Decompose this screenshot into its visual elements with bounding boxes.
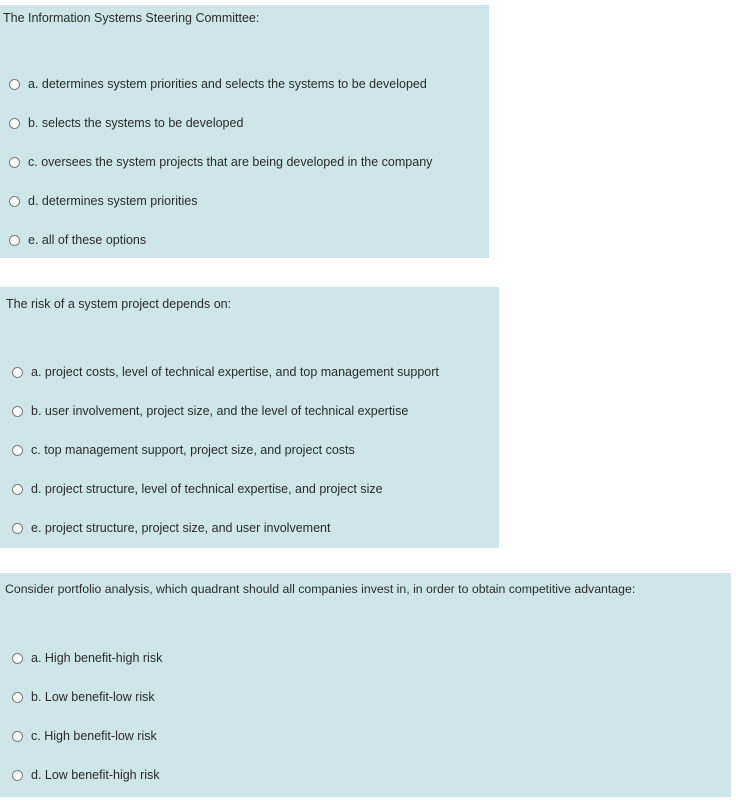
question-2-option-e[interactable] [12, 519, 330, 537]
radio-button-icon[interactable] [9, 118, 20, 129]
question-3-option-d[interactable] [12, 766, 160, 784]
option-label: c. oversees the system projects that are being developed in the company [28, 155, 433, 169]
option-label: e. all of these options [28, 233, 147, 247]
option-label: b. selects the systems to be developed [28, 116, 244, 130]
option-label: d. Low benefit-high risk [31, 768, 160, 782]
question-3-panel [0, 573, 731, 797]
question-1-option-d[interactable] [9, 192, 198, 210]
radio-button-icon[interactable] [9, 157, 20, 168]
question-1-panel [0, 5, 489, 258]
question-2-option-b[interactable] [12, 402, 408, 420]
radio-button-icon[interactable] [12, 367, 23, 378]
option-label: a. determines system priorities and selects the systems to be developed [28, 77, 427, 91]
radio-button-icon[interactable] [12, 770, 23, 781]
radio-button-icon[interactable] [12, 406, 23, 417]
radio-button-icon[interactable] [9, 79, 20, 90]
question-3-text: Consider portfolio analysis, which quadrant should all companies invest in, in order to obtain competitive advantage: [5, 582, 636, 596]
option-label: a. High benefit-high risk [31, 651, 163, 665]
question-1-option-a[interactable] [9, 75, 427, 93]
question-1-option-c[interactable] [9, 153, 432, 171]
radio-button-icon[interactable] [12, 692, 23, 703]
question-2-option-a[interactable] [12, 363, 439, 381]
radio-button-icon[interactable] [12, 445, 23, 456]
radio-button-icon[interactable] [9, 196, 20, 207]
radio-button-icon[interactable] [12, 731, 23, 742]
question-3-option-a[interactable] [12, 649, 162, 667]
option-label: b. user involvement, project size, and the level of technical expertise [31, 404, 409, 418]
question-3-option-c[interactable] [12, 727, 157, 745]
question-2-text: The risk of a system project depends on: [6, 297, 232, 311]
radio-button-icon[interactable] [12, 523, 23, 534]
question-3-option-b[interactable] [12, 688, 155, 706]
option-label: c. High benefit-low risk [31, 729, 157, 743]
radio-button-icon[interactable] [9, 235, 20, 246]
question-1-option-e[interactable] [9, 231, 146, 249]
question-2-option-c[interactable] [12, 441, 355, 459]
question-1-text: The Information Systems Steering Committee: [3, 11, 260, 25]
option-label: e. project structure, project size, and user involvement [31, 521, 331, 535]
option-label: a. project costs, level of technical expertise, and top management support [31, 365, 439, 379]
option-label: b. Low benefit-low risk [31, 690, 155, 704]
option-label: d. project structure, level of technical expertise, and project size [31, 482, 383, 496]
question-2-panel [0, 287, 499, 548]
radio-button-icon[interactable] [12, 653, 23, 664]
radio-button-icon[interactable] [12, 484, 23, 495]
question-1-option-b[interactable] [9, 114, 243, 132]
option-label: d. determines system priorities [28, 194, 198, 208]
question-2-option-d[interactable] [12, 480, 383, 498]
option-label: c. top management support, project size, and project costs [31, 443, 355, 457]
